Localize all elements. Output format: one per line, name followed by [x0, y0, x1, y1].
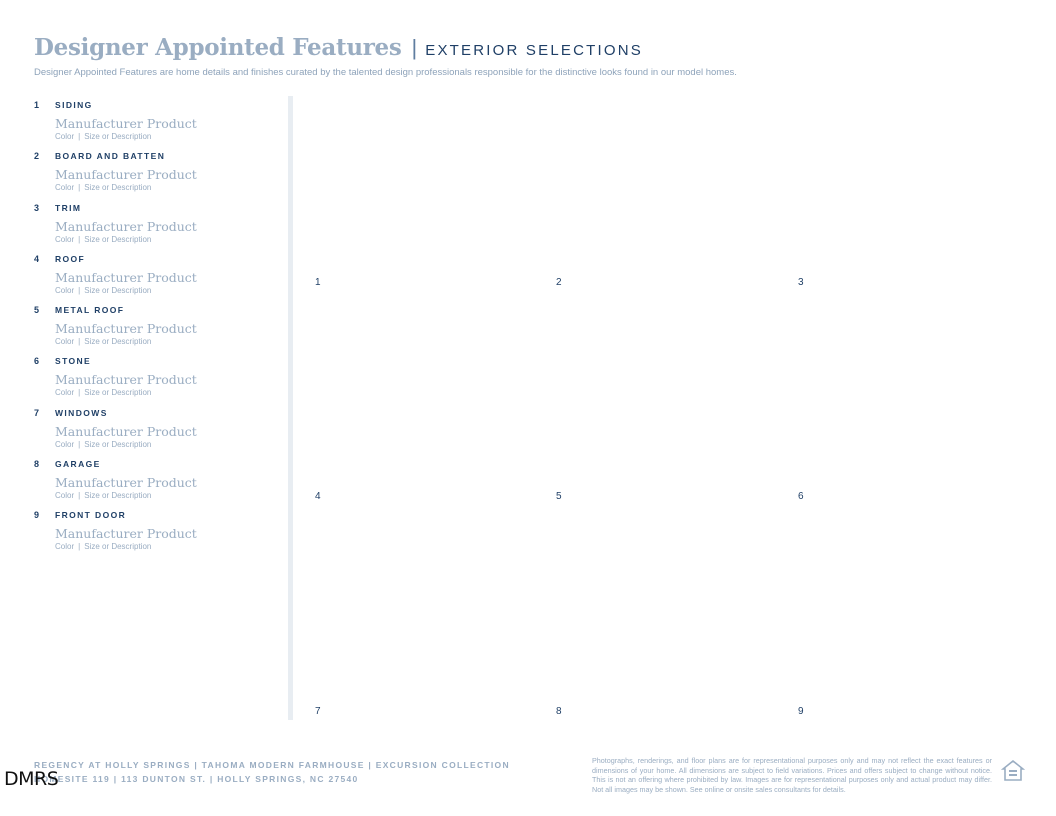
- item-meta: [55, 542, 274, 551]
- list-item: [34, 151, 274, 202]
- item-size: Size or Description: [84, 388, 152, 398]
- item-label: WINDOWS: [55, 407, 108, 418]
- item-product: Manufacturer Product: [55, 116, 197, 131]
- page-subtitle: Designer Appointed Features are home details and finishes curated by the talented design professionals responsible for the distinctive looks found in our model homes.: [34, 67, 737, 78]
- homesite-line: HOMESITE 119 | 113 DUNTON ST. | HOLLY SPRINGS, NC 27540: [34, 774, 359, 784]
- item-product: Manufacturer Product: [55, 321, 197, 337]
- item-size: Size or Description: [84, 234, 152, 244]
- item-label: BOARD AND BATTEN: [55, 151, 166, 162]
- item-color: Color: [55, 337, 75, 347]
- item-color: Color: [55, 439, 75, 449]
- item-color: Color: [55, 388, 75, 398]
- list-item: [34, 254, 274, 305]
- item-number: 5: [34, 305, 40, 316]
- image-slot-label: 8: [556, 706, 562, 717]
- section-title: EXTERIOR SELECTIONS: [425, 42, 643, 59]
- item-label: STONE: [55, 356, 92, 367]
- item-size: Size or Description: [84, 337, 152, 347]
- item-number: 3: [34, 202, 40, 213]
- image-slot-label: 1: [315, 277, 321, 288]
- item-product: Manufacturer Product: [55, 269, 197, 285]
- footer-address: [34, 760, 510, 788]
- item-number: 4: [34, 253, 40, 264]
- item-separator: |: [78, 388, 81, 398]
- item-number: 6: [34, 356, 40, 367]
- item-separator: |: [78, 542, 81, 552]
- image-slot-label: 4: [315, 491, 321, 502]
- image-slot-label: 6: [798, 491, 804, 502]
- page-header: [34, 34, 1034, 78]
- title-row: [34, 34, 1034, 61]
- item-label: ROOF: [55, 253, 86, 264]
- item-number: 8: [34, 459, 40, 470]
- item-label: SIDING: [55, 100, 93, 110]
- item-number: 9: [34, 510, 40, 521]
- item-product: Manufacturer Product: [55, 218, 197, 234]
- item-size: Size or Description: [84, 285, 152, 295]
- image-slot-label: 7: [315, 706, 321, 717]
- image-slot-label: 3: [798, 277, 804, 288]
- item-product: Manufacturer Product: [55, 167, 197, 183]
- item-meta: [55, 388, 274, 397]
- item-meta: [55, 491, 274, 500]
- image-slot-label: 2: [556, 277, 562, 288]
- image-slot-label: 5: [556, 491, 562, 502]
- list-item: [34, 459, 274, 510]
- item-number: 1: [34, 100, 40, 110]
- item-separator: |: [78, 132, 81, 141]
- title-separator: |: [411, 35, 418, 60]
- item-product: Manufacturer Product: [55, 526, 197, 542]
- item-color: Color: [55, 183, 75, 193]
- list-item: [34, 356, 274, 407]
- legal-disclaimer: Photographs, renderings, and floor plans are for representational purposes only and may not reflect the exact features or dimensions of your home. All dimensions are subject to field variations. Prices and offers subject to change without notice. This is not an offering where prohibited by law. Images are for representational purposes only and actual product may differ. Not all images may be shown. See online or onsite sales consultants for details.: [592, 756, 992, 794]
- selection-list: [34, 100, 274, 562]
- item-color: Color: [55, 132, 75, 141]
- item-separator: |: [78, 439, 81, 449]
- image-grid: [305, 96, 1045, 720]
- item-color: Color: [55, 285, 75, 295]
- item-size: Size or Description: [84, 183, 152, 193]
- item-label: FRONT DOOR: [55, 510, 127, 521]
- page-title: Designer Appointed Features: [34, 34, 402, 61]
- item-label: GARAGE: [55, 459, 101, 470]
- item-separator: |: [78, 183, 81, 193]
- item-separator: |: [78, 285, 81, 295]
- item-color: Color: [55, 234, 75, 244]
- list-item: [34, 408, 274, 459]
- equal-housing-opportunity-icon: [1001, 759, 1025, 783]
- item-number: 7: [34, 407, 40, 418]
- item-meta: [55, 440, 274, 449]
- item-meta: [55, 132, 274, 141]
- item-product: Manufacturer Product: [55, 423, 197, 439]
- item-meta: [55, 286, 274, 295]
- item-number: 2: [34, 151, 40, 162]
- item-meta: [55, 183, 274, 192]
- list-item: [34, 305, 274, 356]
- list-item: [34, 510, 274, 561]
- item-separator: |: [78, 491, 81, 501]
- list-item: [34, 203, 274, 254]
- item-product: Manufacturer Product: [55, 475, 197, 491]
- community-line: REGENCY AT HOLLY SPRINGS | TAHOMA MODERN FARMHOUSE | EXCURSION COLLECTION: [34, 760, 510, 770]
- vertical-divider: [288, 96, 293, 720]
- item-label: TRIM: [55, 202, 82, 213]
- list-item: [34, 100, 274, 151]
- image-slot-label: 9: [798, 706, 804, 717]
- brand-logo: DMRS: [4, 768, 59, 790]
- item-size: Size or Description: [84, 542, 152, 552]
- item-size: Size or Description: [84, 491, 152, 501]
- item-meta: [55, 337, 274, 346]
- item-separator: |: [78, 337, 81, 347]
- item-size: Size or Description: [84, 132, 152, 141]
- item-meta: [55, 235, 274, 244]
- item-product: Manufacturer Product: [55, 372, 197, 388]
- item-label: METAL ROOF: [55, 305, 125, 316]
- item-separator: |: [78, 234, 81, 244]
- item-size: Size or Description: [84, 439, 152, 449]
- item-color: Color: [55, 491, 75, 501]
- item-color: Color: [55, 542, 75, 552]
